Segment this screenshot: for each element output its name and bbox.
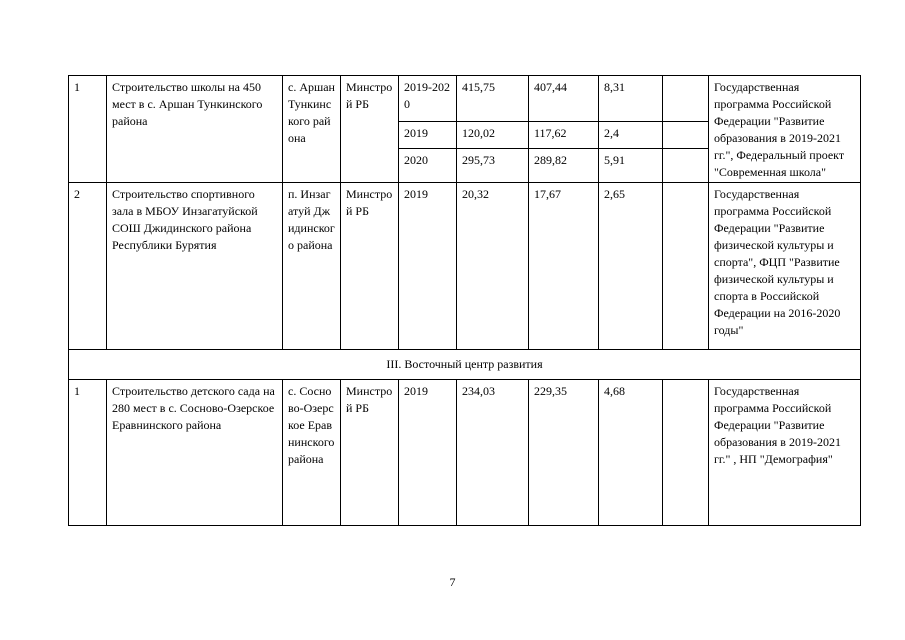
program-description: Государственная программа Российской Федерации "Развитие образования в 2019-2021 гг." , НП "Демография" xyxy=(709,380,861,526)
total-amount: 234,03 xyxy=(457,380,529,526)
project-year: 2019 xyxy=(399,183,457,350)
project-name: Строительство спортивного зала в МБОУ Инзагатуйской СОШ Джидинского района Республики Бурятия xyxy=(107,183,283,350)
total-amount: 415,75 xyxy=(457,76,529,122)
table-row xyxy=(69,183,861,350)
projects-table xyxy=(68,75,861,526)
project-location: с. Аршан Тункинского района xyxy=(283,76,341,183)
regional-amount: 5,91 xyxy=(599,149,663,183)
total-amount: 120,02 xyxy=(457,122,529,149)
other-amount xyxy=(663,76,709,122)
project-ministry: Минстрой РБ xyxy=(341,76,399,183)
federal-amount: 407,44 xyxy=(529,76,599,122)
project-year: 2019-2020 xyxy=(399,76,457,122)
project-ministry: Минстрой РБ xyxy=(341,183,399,350)
other-amount xyxy=(663,183,709,350)
section-title: III. Восточный центр развития xyxy=(69,350,861,380)
project-year: 2019 xyxy=(399,380,457,526)
regional-amount: 2,4 xyxy=(599,122,663,149)
table-row xyxy=(69,76,861,122)
regional-amount: 8,31 xyxy=(599,76,663,122)
project-ministry: Минстрой РБ xyxy=(341,380,399,526)
other-amount xyxy=(663,380,709,526)
table-row xyxy=(69,380,861,526)
other-amount xyxy=(663,122,709,149)
section-row xyxy=(69,350,861,380)
other-amount xyxy=(663,149,709,183)
row-number: 2 xyxy=(69,183,107,350)
program-description: Государственная программа Российской Федерации "Развитие физической культуры и спорта", ФЦП "Развитие физической культуры и спорта в Российской Федерации на 2016-2020 годы" xyxy=(709,183,861,350)
federal-amount: 17,67 xyxy=(529,183,599,350)
program-description: Государственная программа Российской Федерации "Развитие образования в 2019-2021 гг.", Федеральный проект "Современная школа" xyxy=(709,76,861,183)
project-location: п. Инзагатуй Джидинского района xyxy=(283,183,341,350)
project-location: с. Сосново-Озерское Еравнинского района xyxy=(283,380,341,526)
federal-amount: 117,62 xyxy=(529,122,599,149)
total-amount: 295,73 xyxy=(457,149,529,183)
row-number: 1 xyxy=(69,380,107,526)
row-number: 1 xyxy=(69,76,107,183)
regional-amount: 2,65 xyxy=(599,183,663,350)
project-year: 2020 xyxy=(399,149,457,183)
regional-amount: 4,68 xyxy=(599,380,663,526)
total-amount: 20,32 xyxy=(457,183,529,350)
federal-amount: 229,35 xyxy=(529,380,599,526)
project-name: Строительство детского сада на 280 мест в с. Сосново-Озерское Еравнинского района xyxy=(107,380,283,526)
project-year: 2019 xyxy=(399,122,457,149)
federal-amount: 289,82 xyxy=(529,149,599,183)
project-name: Строительство школы на 450 мест в с. Аршан Тункинского района xyxy=(107,76,283,183)
page-number: 7 xyxy=(449,575,456,589)
